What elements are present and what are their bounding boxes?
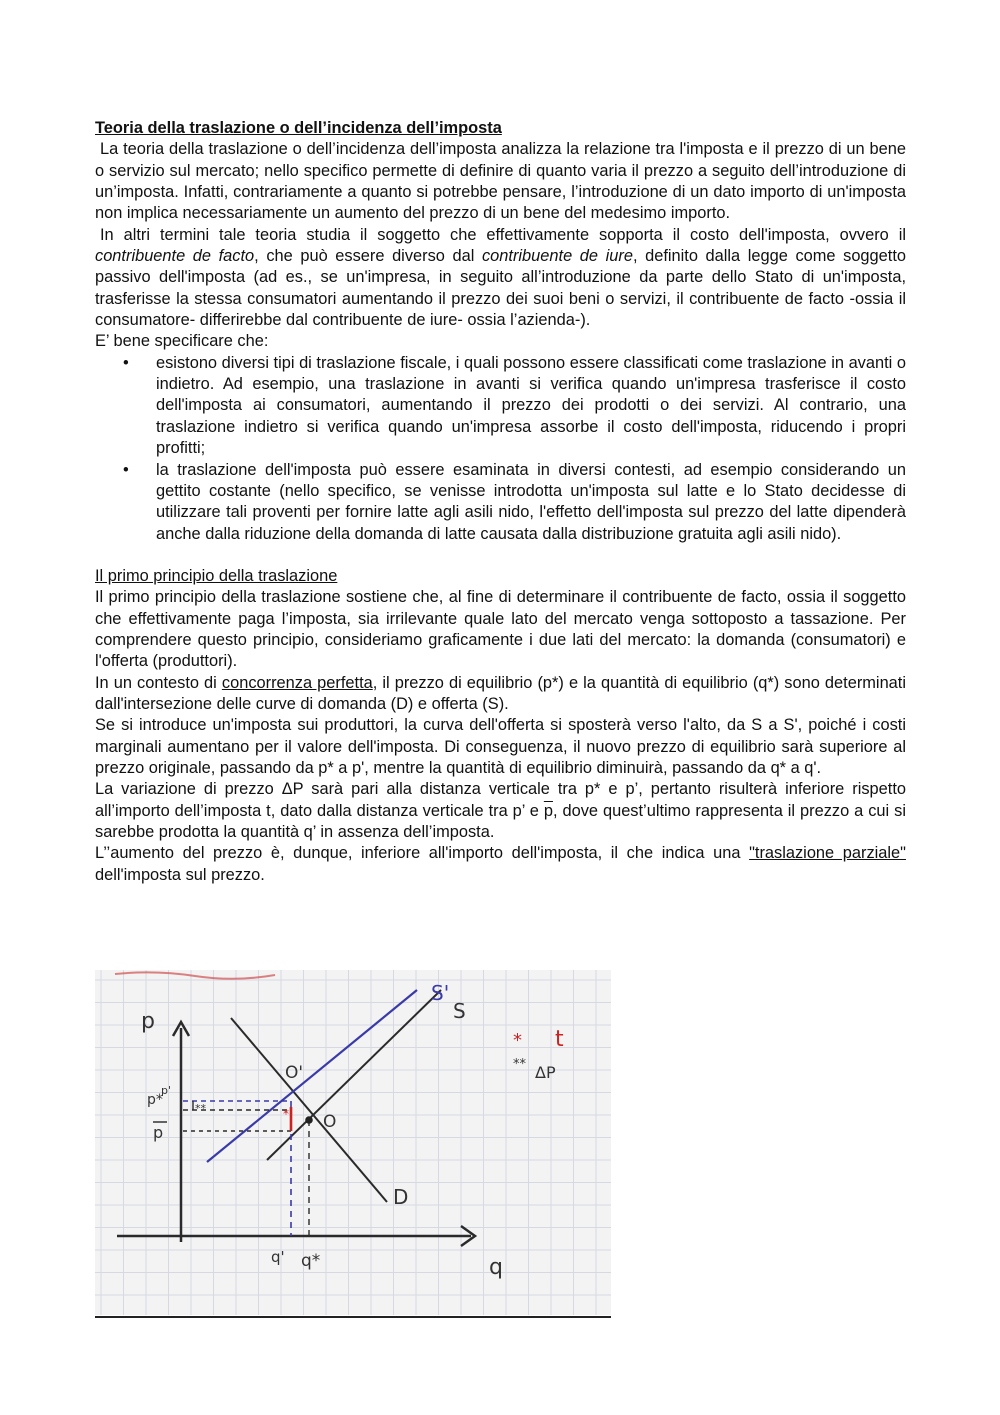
axis-label-q: q — [489, 1255, 503, 1280]
list-item: • la traslazione dell'imposta può essere esaminata in diversi contesti, ad esempio considerando un gettito costante (nello specifico, se venisse introdotta un'imposta sul latte e lo Stato decidesse di utilizzare tali proventi per fornire latte agli asili nido, l'effetto dell'imposta sul prezzo del latte dipenderà anche dalla riduzione della domanda di latte causata dalla distribuzione gratuita agli asili nido). — [123, 460, 906, 543]
graph-svg — [95, 970, 611, 1315]
page-title: Teoria della traslazione o dell’incidenza dell’imposta — [95, 119, 502, 137]
document-body — [95, 118, 906, 886]
list-item: • esistono diversi tipi di traslazione fiscale, i quali possono essere classificati come traslazione in avanti o indietro. Ad esempio, una traslazione in avanti si verifica quando un'impresa trasferisce il costo dell'imposta ai consumatori, aumentando il prezzo dei prodotti o dei servizi. Al contrario, una traslazione indietro si verifica quando un'impresa assorbe il costo dell'imposta, riducendo i propri profitti; — [123, 353, 906, 458]
paragraph-equilibrium: In un contesto di concorrenza perfetta, il prezzo di equilibrio (p*) e la quantità di equilibrio (q*) sono determinati dall'intersezione delle curve di domanda (D) e offerta (S). — [95, 673, 906, 713]
link-concorrenza-perfetta[interactable]: concorrenza perfetta — [221, 673, 373, 692]
legend-t: t — [555, 1027, 564, 1052]
handwritten-graph — [95, 970, 611, 1315]
supply-shifted-curve — [207, 990, 417, 1162]
label-q1: q' — [271, 1248, 285, 1266]
bullet-icon: • — [123, 460, 129, 479]
figure-bottom-rule — [95, 1316, 611, 1318]
legend-dp-mark: ** — [513, 1057, 526, 1072]
mark-tax: * — [283, 1107, 289, 1121]
label-qstar: q* — [301, 1251, 321, 1271]
paragraph-specify: E’ bene specificare che: — [95, 332, 269, 351]
label-equilibrium: O — [323, 1112, 337, 1132]
grid — [95, 970, 611, 1315]
mark-delta-p: ** — [195, 1102, 206, 1115]
legend-t-mark: * — [513, 1030, 522, 1051]
paragraph-delta-p: La variazione di prezzo ΔP sarà pari alla distanza verticale tra p* e p’, pertanto risulterà inferiore rispetto all’importo dell’imposta t, dato dalla distanza verticale tra p’ e $\overline{p}$, dove quest’ultimo rappresenta il prezzo a cui si sarebbe prodotta la quantità q’ in assenza dell’imposta. — [95, 780, 906, 841]
label-new-equilibrium: O' — [285, 1063, 304, 1083]
label-pstar: p* — [147, 1092, 163, 1108]
legend-dp: ΔP — [535, 1063, 556, 1082]
paragraph-tax-shift: Se si introduce un'imposta sui produttori, la curva dell'offerta si sposterà verso l'alto, da S a S', poiché i costi marginali aumentano per il valore dell'imposta. Di conseguenza, il nuovo prezzo di equilibrio sarà superiore al prezzo originale, passando da p* a p', mentre la quantità di equilibrio diminuirà, passando da q* a q'. — [95, 716, 906, 777]
section-heading: Il primo principio della traslazione — [95, 566, 338, 585]
link-traslazione-parziale[interactable]: "traslazione parziale" — [749, 844, 906, 863]
term-contribuente-de-iure: contribuente de iure — [481, 247, 633, 266]
label-supply: S — [453, 999, 466, 1023]
p-bar-symbol: $\overline{p}$ — [543, 801, 553, 820]
paragraph-contribuente: In altri termini tale teoria studia il soggetto che effettivamente sopporta il costo dell'imposta, ovvero il contribuente de facto, che può essere diverso dal contribuente de iure, definito dalla legge come soggetto passivo dell'imposta (ad es., se un'impresa, in seguito all’introduzione da parte dello Stato di un'imposta, trasferisse la stessa consumatori aumentando il prezzo dei suoi beni o servizi, il contribuente de facto -ossia il consumatore- differirebbe dal contribuente de iure- ossia l’azienda-). — [95, 225, 907, 330]
equilibrium-point — [305, 1116, 313, 1124]
demand-curve — [231, 1018, 387, 1202]
label-supply-shifted: S' — [431, 981, 450, 1005]
label-demand: D — [393, 1185, 409, 1209]
paragraph-intro: La teoria della traslazione o dell’incidenza dell’imposta analizza la relazione tra l'imposta e il prezzo di un bene o servizio sul mercato; nello specifico permette di definire di quanto varia il prezzo a seguito dell’introduzione di un’imposta. Infatti, contrariamente a quanto si potrebbe pensare, l’introduzione di un dato importo di un'imposta non implica necessariamente un aumento del prezzo di un bene del medesimo importo. — [95, 140, 906, 223]
bullet-list — [95, 353, 906, 545]
term-contribuente-de-facto: contribuente de facto — [95, 247, 255, 266]
spacer — [95, 545, 906, 566]
paragraph-conclusion: L’’aumento del prezzo è, dunque, inferiore all'importo dell'imposta, il che indica una "traslazione parziale" dell'imposta sul prezzo. — [95, 844, 906, 884]
paragraph-first-principle: Il primo principio della traslazione sostiene che, al fine di determinare il contribuente de facto, ossia il soggetto che effettivamente paga l’imposta, sia irrilevante quale lato del mercato venga sottoposto a tassazione. Per comprendere questo principio, consideriamo graficamente i due lati del mercato: la domanda (consumatori) e l'offerta (produttori). — [95, 588, 906, 671]
scribble-top — [115, 972, 275, 978]
bullet-icon: • — [123, 353, 129, 372]
label-pbar: p — [153, 1123, 164, 1142]
label-p1: p' — [161, 1084, 172, 1097]
axis-label-p: p — [141, 1009, 155, 1034]
